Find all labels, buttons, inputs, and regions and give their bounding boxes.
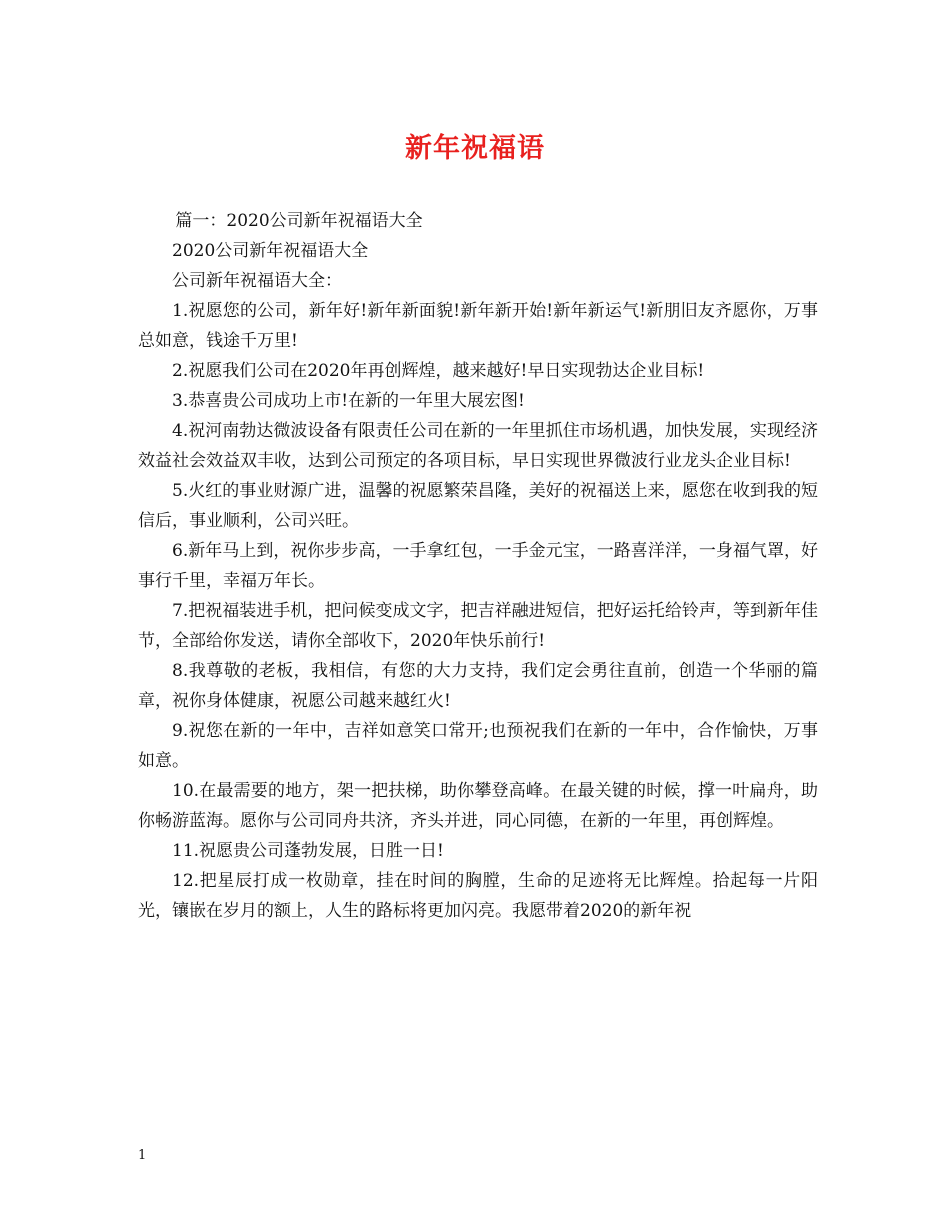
page-number: 1	[138, 1148, 147, 1163]
paragraph-item-4: 4.祝河南勃达微波设备有限责任公司在新的一年里抓住市场机遇，加快发展，实现经济效益社会效益双丰收，达到公司预定的各项目标，早日实现世界微波行业龙头企业目标!	[138, 421, 818, 471]
paragraph-subtitle: 2020公司新年祝福语大全	[172, 241, 369, 261]
paragraph-intro: 公司新年祝福语大全：	[172, 271, 342, 291]
paragraph-item-5: 5.火红的事业财源广进，温馨的祝愿繁荣昌隆，美好的祝福送上来，愿您在收到我的短信后，事业顺利，公司兴旺。	[138, 481, 818, 531]
document-body	[138, 206, 818, 926]
paragraph-item-2: 2.祝愿我们公司在2020年再创辉煌，越来越好!早日实现勃达企业目标!	[172, 361, 705, 381]
paragraph-item-3: 3.恭喜贵公司成功上市!在新的一年里大展宏图!	[172, 391, 525, 411]
paragraph-heading-part1: 篇一：2020公司新年祝福语大全	[175, 211, 423, 231]
paragraph-item-7: 7.把祝福装进手机，把问候变成文字，把吉祥融进短信，把好运托给铃声，等到新年佳节，全部给你发送，请你全部收下，2020年快乐前行!	[138, 601, 818, 651]
paragraph-item-8: 8.我尊敬的老板，我相信，有您的大力支持，我们定会勇往直前，创造一个华丽的篇章，祝你身体健康，祝愿公司越来越红火!	[138, 661, 818, 711]
document-title: 新年祝福语	[405, 133, 545, 164]
paragraph-item-1: 1.祝愿您的公司，新年好!新年新面貌!新年新开始!新年新运气!新朋旧友齐愿你，万事总如意，钱途千万里!	[138, 301, 818, 351]
paragraph-item-6: 6.新年马上到，祝你步步高，一手拿红包，一手金元宝，一路喜洋洋，一身福气罩，好事行千里，幸福万年长。	[138, 541, 818, 591]
paragraph-item-10: 10.在最需要的地方，架一把扶梯，助你攀登高峰。在最关键的时候，撑一叶扁舟，助你畅游蓝海。愿你与公司同舟共济，齐头并进，同心同德，在新的一年里，再创辉煌。	[138, 781, 818, 831]
paragraph-item-11: 11.祝愿贵公司蓬勃发展，日胜一日!	[172, 841, 444, 861]
paragraph-item-12: 12.把星辰打成一枚勋章，挂在时间的胸膛，生命的足迹将无比辉煌。拾起每一片阳光，镶嵌在岁月的额上，人生的路标将更加闪亮。我愿带着2020的新年祝	[138, 871, 818, 921]
paragraph-item-9: 9.祝您在新的一年中，吉祥如意笑口常开;也预祝我们在新的一年中，合作愉快，万事如意。	[138, 721, 818, 771]
